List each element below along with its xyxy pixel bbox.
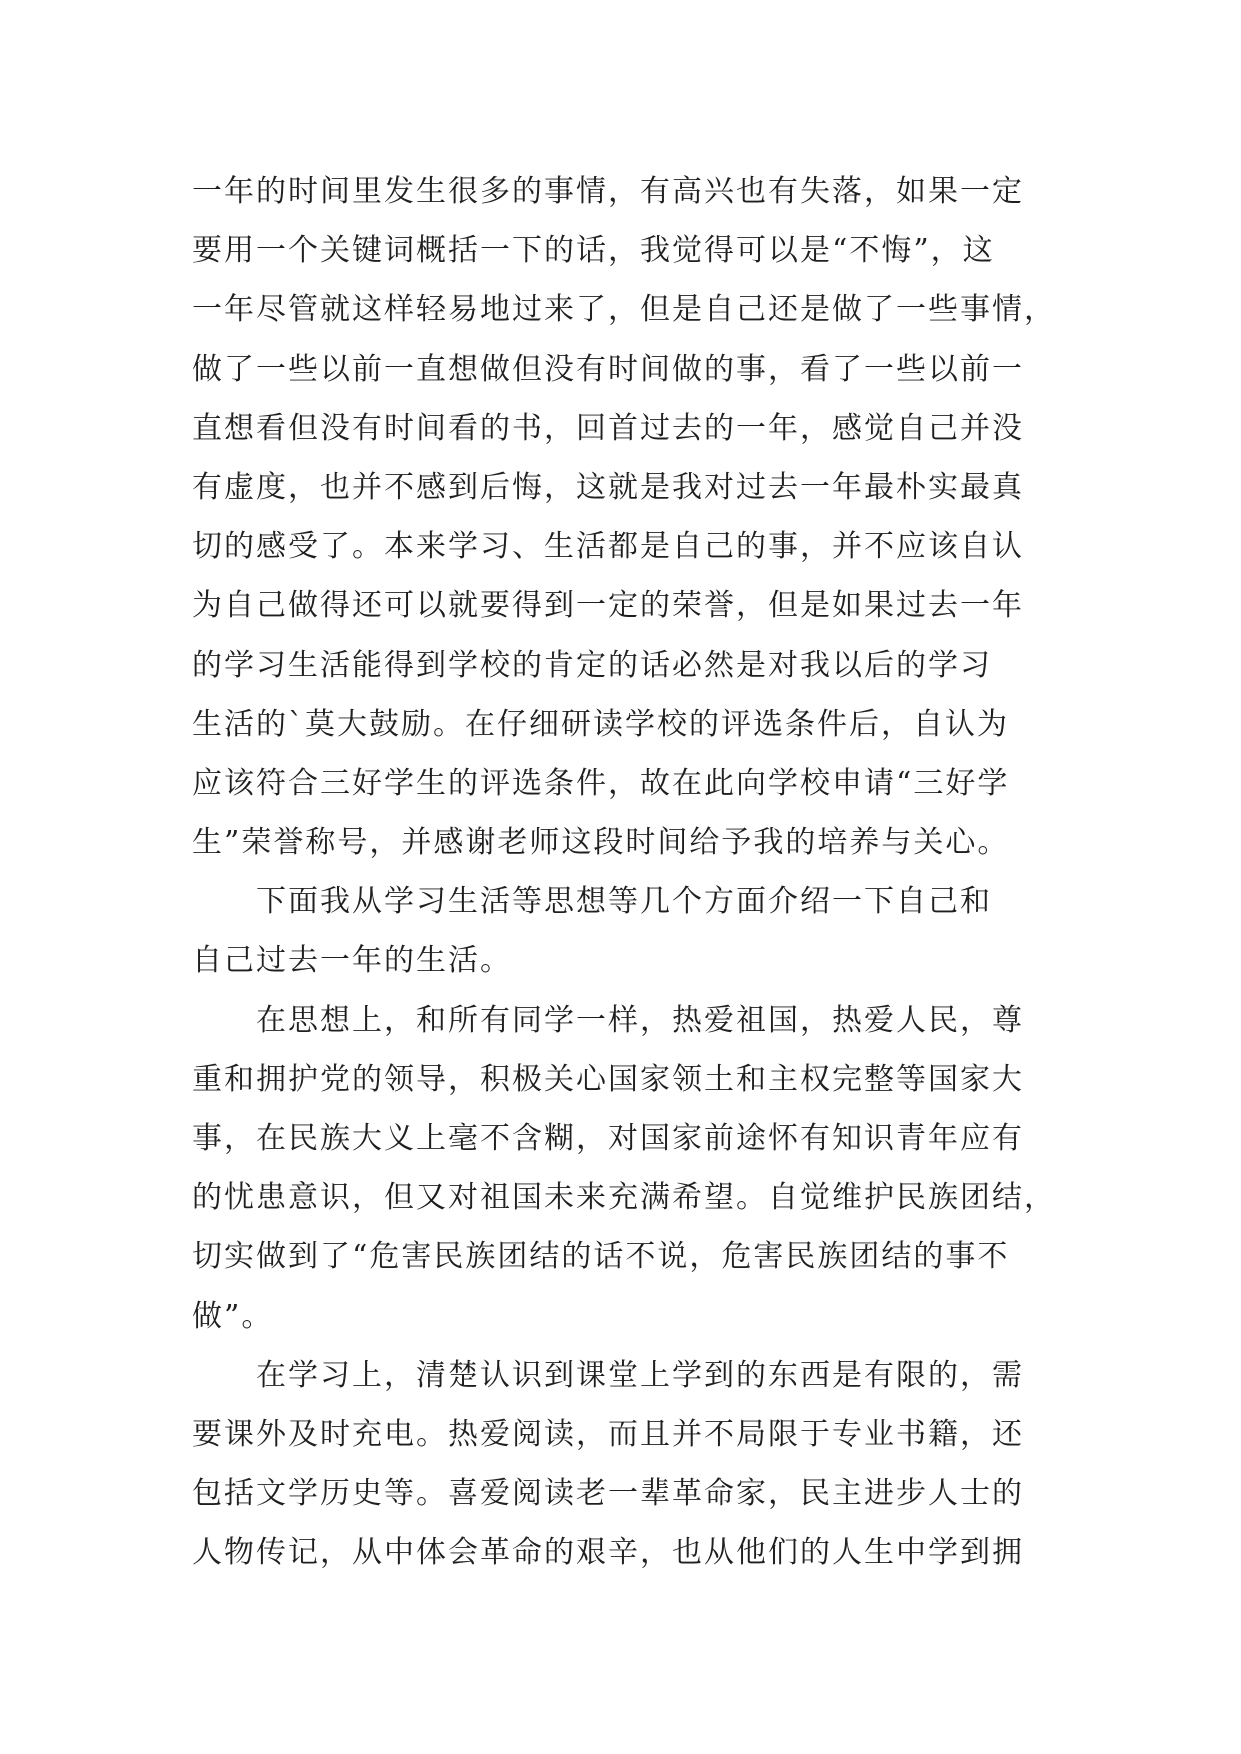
text-line: 的忧患意识，但又对祖国未来充满希望。自觉维护民族团结， xyxy=(192,1180,1056,1216)
text-line: 有虚度，也并不感到后悔，这就是我对过去一年最朴实最真 xyxy=(192,469,1024,505)
paragraph-start-line: 下面我从学习生活等思想等几个方面介绍一下自己和 xyxy=(256,884,992,920)
text-line: 直想看但没有时间看的书，回首过去的一年，感觉自己并没 xyxy=(192,410,1024,446)
text-line: 事，在民族大义上毫不含糊，对国家前途怀有知识青年应有 xyxy=(192,1121,1024,1156)
text-line: 要用一个关键词概括一下的话，我觉得可以是“不悔”，这 xyxy=(192,233,995,269)
text-line: 一年尽管就这样轻易地过来了，但是自己还是做了一些事情， xyxy=(192,292,1056,328)
text-line: 应该符合三好学生的评选条件，故在此向学校申请“三好学 xyxy=(192,765,1010,801)
text-line: 为自己做得还可以就要得到一定的荣誉，但是如果过去一年 xyxy=(192,588,1024,624)
text-line: 人物传记，从中体会革命的艰辛，也从他们的人生中学到拥 xyxy=(192,1535,1024,1571)
text-line: 要课外及时充电。热爱阅读，而且并不局限于专业书籍，还 xyxy=(192,1416,1024,1452)
text-line: 重和拥护党的领导，积极关心国家领土和主权完整等国家大 xyxy=(192,1061,1024,1097)
text-line: 做”。 xyxy=(192,1298,274,1334)
text-line: 的学习生活能得到学校的肯定的话必然是对我以后的学习 xyxy=(192,647,992,683)
body-text xyxy=(192,162,1092,1583)
text-line: 切的感受了。本来学习、生活都是自己的事，并不应该自认 xyxy=(192,529,1024,565)
text-line: 生”荣誉称号，并感谢老师这段时间给予我的培养与关心。 xyxy=(192,825,1010,861)
text-line: 生活的`莫大鼓励。在仔细研读学校的评选条件后，自认为 xyxy=(192,706,1009,742)
paragraph-start-line: 在学习上，清楚认识到课堂上学到的东西是有限的，需 xyxy=(256,1357,1024,1393)
text-line: 做了一些以前一直想做但没有时间做的事，看了一些以前一 xyxy=(192,351,1024,387)
text-line: 切实做到了“危害民族团结的话不说，危害民族团结的事不 xyxy=(192,1239,1010,1275)
paragraph-start-line: 在思想上，和所有同学一样，热爱祖国，热爱人民，尊 xyxy=(256,1002,1024,1038)
text-line: 自己过去一年的生活。 xyxy=(192,943,512,979)
text-line: 一年的时间里发生很多的事情，有高兴也有失落，如果一定 xyxy=(192,174,1024,209)
text-line: 包括文学历史等。喜爱阅读老一辈革命家，民主进步人士的 xyxy=(192,1476,1024,1512)
